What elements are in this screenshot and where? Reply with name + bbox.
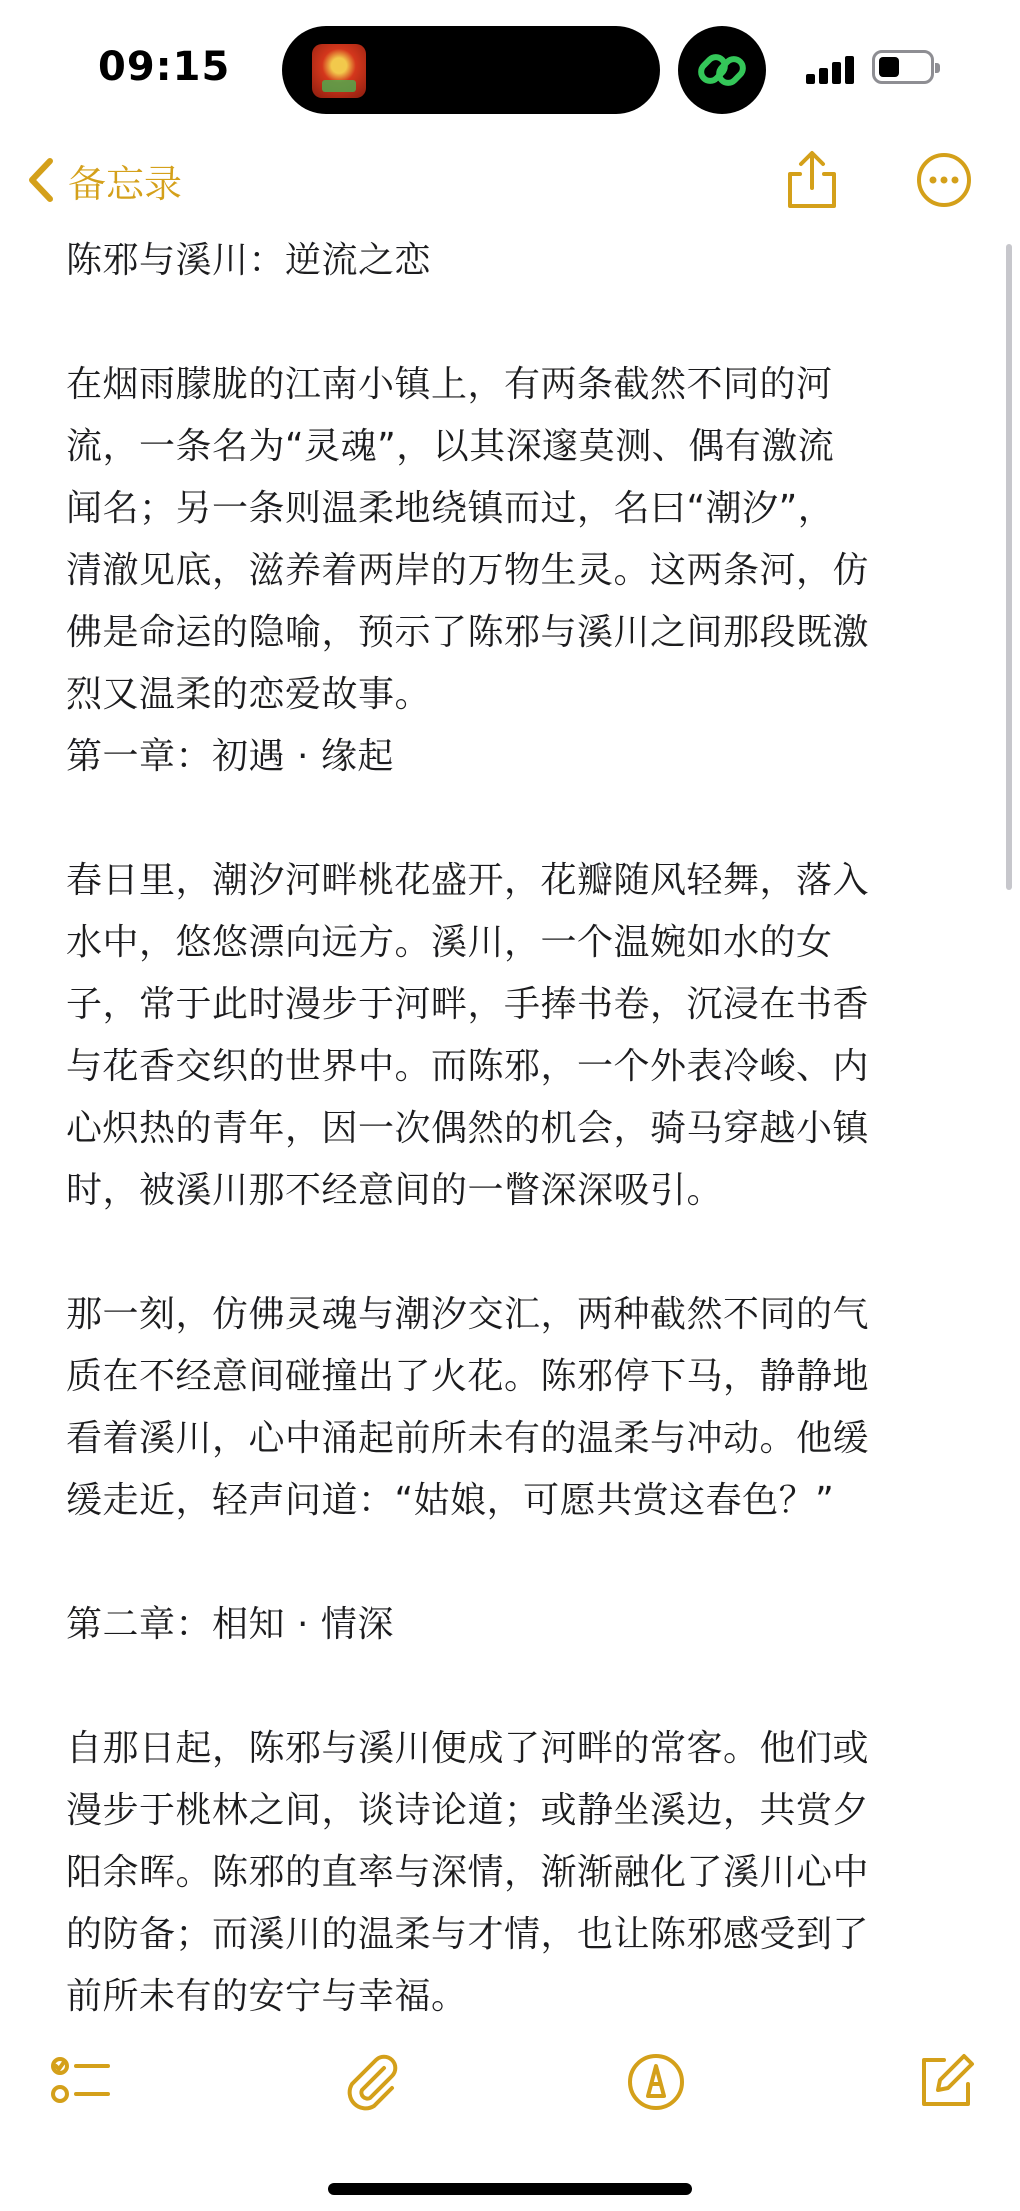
note-line <box>66 1532 966 1594</box>
more-icon <box>914 150 974 210</box>
note-line: 缓走近，轻声问道：“姑娘，可愿共赏这春色？” <box>66 1480 835 1521</box>
home-indicator <box>328 2183 692 2195</box>
share-button[interactable] <box>782 150 842 210</box>
link-icon <box>678 26 766 114</box>
chevron-left-icon <box>26 155 56 205</box>
markup-button[interactable] <box>624 2050 688 2114</box>
status-bar <box>0 0 1020 130</box>
dynamic-island[interactable] <box>282 26 660 114</box>
activity-indicator[interactable] <box>678 26 766 114</box>
attachment-button[interactable] <box>340 2050 404 2114</box>
note-line: 烈又温柔的恋爱故事。 <box>66 674 432 715</box>
note-line: 水中，悠悠漂向远方。溪川，一个温婉如水的女 <box>66 922 833 963</box>
compose-icon <box>914 2050 978 2114</box>
note-line: 那一刻，仿佛灵魂与潮汐交汇，两种截然不同的气 <box>66 1294 870 1335</box>
note-line: 看着溪川，心中涌起前所未有的温柔与冲动。他缓 <box>66 1418 870 1459</box>
note-line: 阳余晖。陈邪的直率与深情，渐渐融化了溪川心中 <box>66 1852 870 1893</box>
note-line: 子，常于此时漫步于河畔，手捧书卷，沉浸在书香 <box>66 984 870 1025</box>
note-line <box>66 1656 966 1718</box>
note-line: 漫步于桃林之间，谈诗论道；或静坐溪边，共赏夕 <box>66 1790 870 1831</box>
note-line: 在烟雨朦胧的江南小镇上，有两条截然不同的河 <box>66 364 833 405</box>
checklist-button[interactable] <box>50 2050 114 2114</box>
note-body[interactable] <box>66 230 966 2030</box>
navigation-bar <box>0 130 1020 230</box>
note-line: 春日里，潮汐河畔桃花盛开，花瓣随风轻舞，落入 <box>66 860 870 901</box>
note-line: 前所未有的安宁与幸福。 <box>66 1976 468 2017</box>
now-playing-artwork[interactable] <box>312 44 366 98</box>
cellular-signal-icon <box>806 54 858 84</box>
note-title: 陈邪与溪川：逆流之恋 <box>66 240 432 281</box>
share-icon <box>782 150 842 210</box>
pen-circle-icon <box>624 2050 688 2114</box>
paperclip-icon <box>340 2050 404 2114</box>
note-line <box>66 292 966 354</box>
note-line: 清澈见底，滋养着两岸的万物生灵。这两条河，仿 <box>66 550 870 591</box>
note-line: 第一章：初遇 · 缘起 <box>66 736 394 777</box>
note-line: 流，一条名为“灵魂”，以其深邃莫测、偶有激流 <box>66 426 835 467</box>
checklist-icon <box>50 2050 114 2114</box>
scrollbar[interactable] <box>1006 244 1012 890</box>
back-label: 备忘录 <box>68 161 183 206</box>
note-line: 闻名；另一条则温柔地绕镇而过，名曰“潮汐”， <box>66 488 835 529</box>
more-button[interactable] <box>914 150 974 210</box>
note-line: 的防备；而溪川的温柔与才情，也让陈邪感受到了 <box>66 1914 870 1955</box>
back-button[interactable] <box>26 150 182 210</box>
note-line: 佛是命运的隐喻，预示了陈邪与溪川之间那段既激 <box>66 612 870 653</box>
status-time: 09:15 <box>98 44 231 90</box>
note-line: 时，被溪川那不经意间的一瞥深深吸引。 <box>66 1170 724 1211</box>
note-line: 与花香交织的世界中。而陈邪，一个外表冷峻、内 <box>66 1046 870 1087</box>
note-line <box>66 1222 966 1284</box>
note-line <box>66 788 966 850</box>
note-line: 第二章：相知 · 情深 <box>66 1604 394 1645</box>
compose-button[interactable] <box>914 2050 978 2114</box>
note-line: 自那日起，陈邪与溪川便成了河畔的常客。他们或 <box>66 1728 870 1769</box>
note-line: 心炽热的青年，因一次偶然的机会，骑马穿越小镇 <box>66 1108 870 1149</box>
battery-icon <box>872 50 934 84</box>
note-line: 质在不经意间碰撞出了火花。陈邪停下马，静静地 <box>66 1356 870 1397</box>
